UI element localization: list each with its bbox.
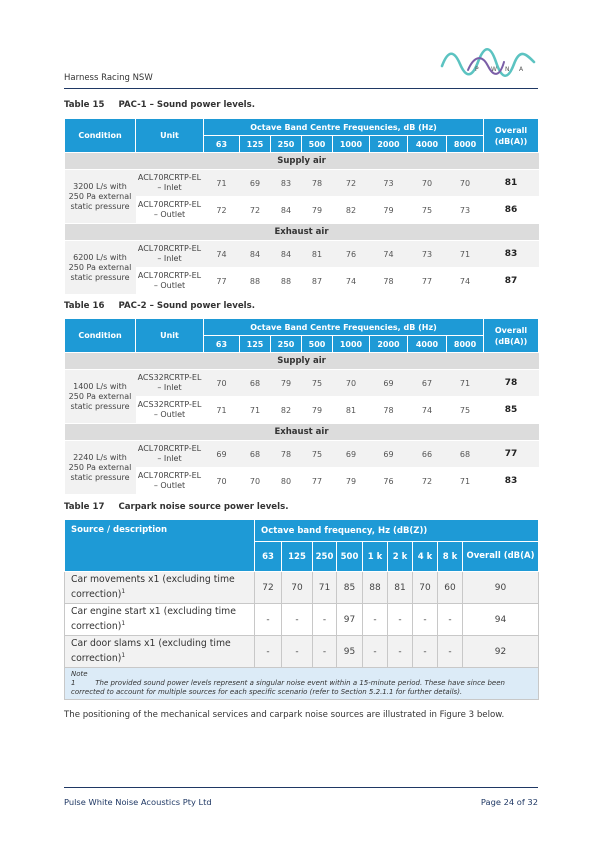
col-overall: Overall (dB(A)	[463, 542, 539, 572]
value-cell: 74	[370, 241, 408, 268]
value-cell: -	[413, 636, 438, 668]
freq-header: 4 k	[413, 542, 438, 572]
overall-cell: 81	[484, 170, 539, 197]
header-rule	[64, 88, 538, 89]
freq-header: 500	[302, 336, 333, 353]
value-cell: 88	[363, 572, 388, 604]
freq-header: 125	[240, 336, 271, 353]
value-cell: 79	[333, 468, 370, 495]
value-cell: 84	[271, 197, 302, 224]
value-cell: 79	[302, 197, 333, 224]
freq-header: 4000	[408, 336, 447, 353]
value-cell: -	[282, 636, 313, 668]
value-cell: 79	[302, 397, 333, 424]
section-label: Supply air	[65, 353, 539, 370]
freq-header: 8 k	[438, 542, 463, 572]
overall-cell: 92	[463, 636, 539, 668]
value-cell: -	[363, 636, 388, 668]
value-cell: 74	[447, 268, 484, 295]
freq-header: 2 k	[388, 542, 413, 572]
unit-cell: ACL70RCRTP-EL – Inlet	[136, 441, 204, 468]
value-cell: 71	[447, 370, 484, 397]
note-label: Note 1	[71, 670, 88, 687]
source-desc: Car door slams x1 (excluding time correction)$^1$	[65, 636, 255, 668]
unit-cell: ACL70RCRTP-EL – Outlet	[136, 268, 204, 295]
overall-cell: 87	[484, 268, 539, 295]
value-cell: 70	[204, 468, 240, 495]
freq-header: 250	[271, 136, 302, 153]
svg-text:N: N	[505, 66, 510, 73]
value-cell: 78	[370, 268, 408, 295]
table-note	[65, 668, 539, 700]
value-cell: 68	[240, 441, 271, 468]
freq-header: 125	[240, 136, 271, 153]
value-cell: 66	[408, 441, 447, 468]
value-cell: 60	[438, 572, 463, 604]
value-cell: 71	[240, 397, 271, 424]
freq-header: 2000	[370, 136, 408, 153]
value-cell: 95	[337, 636, 363, 668]
unit-cell: ACS32RCRTP-EL – Inlet	[136, 370, 204, 397]
condition-cell: 6200 L/s with 250 Pa external static pressure	[65, 241, 136, 295]
svg-text:P: P	[475, 66, 479, 73]
col-unit: Unit	[136, 119, 204, 153]
value-cell: -	[388, 636, 413, 668]
value-cell: 97	[337, 604, 363, 636]
value-cell: 72	[255, 572, 282, 604]
unit-cell: ACS32RCRTP-EL – Outlet	[136, 397, 204, 424]
table16-caption	[64, 301, 255, 311]
value-cell: -	[255, 604, 282, 636]
value-cell: -	[413, 604, 438, 636]
header-organisation: Harness Racing NSW	[64, 73, 153, 83]
value-cell: 77	[408, 268, 447, 295]
overall-cell: 86	[484, 197, 539, 224]
value-cell: 75	[302, 441, 333, 468]
value-cell: -	[363, 604, 388, 636]
freq-header: 2000	[370, 336, 408, 353]
table15-title: PAC-1 – Sound power levels.	[118, 100, 255, 110]
value-cell: 70	[204, 370, 240, 397]
value-cell: 84	[271, 241, 302, 268]
overall-cell: 83	[484, 468, 539, 495]
freq-header: 500	[302, 136, 333, 153]
value-cell: -	[313, 604, 337, 636]
col-condition: Condition	[65, 119, 136, 153]
value-cell: -	[438, 636, 463, 668]
value-cell: 72	[408, 468, 447, 495]
value-cell: 70	[408, 170, 447, 197]
value-cell: 68	[447, 441, 484, 468]
value-cell: 75	[302, 370, 333, 397]
overall-cell: 90	[463, 572, 539, 604]
table16	[64, 318, 539, 495]
value-cell: 78	[271, 441, 302, 468]
overall-cell: 83	[484, 241, 539, 268]
unit-cell: ACL70RCRTP-EL – Inlet	[136, 241, 204, 268]
note-text: The provided sound power levels represent a singular noise event within a 15-minute period. These have since been corrected to account for multiple sources for each specific scenario (refer to Section 5.2.1.1 for further details).	[71, 679, 505, 696]
freq-header: 8000	[447, 136, 484, 153]
section-label: Exhaust air	[65, 424, 539, 441]
col-source: Source / description	[65, 520, 255, 572]
value-cell: 69	[333, 441, 370, 468]
freq-header: 125	[282, 542, 313, 572]
value-cell: 75	[408, 197, 447, 224]
section-label: Supply air	[65, 153, 539, 170]
value-cell: 81	[302, 241, 333, 268]
unit-cell: ACL70RCRTP-EL – Outlet	[136, 468, 204, 495]
overall-cell: 77	[484, 441, 539, 468]
table17-caption	[64, 502, 288, 512]
pwna-logo	[438, 40, 538, 84]
value-cell: 73	[447, 197, 484, 224]
value-cell: 74	[204, 241, 240, 268]
value-cell: 81	[333, 397, 370, 424]
freq-header: 8000	[447, 336, 484, 353]
table16-number: Table 16	[64, 301, 105, 311]
unit-cell: ACL70RCRTP-EL – Outlet	[136, 197, 204, 224]
freq-header: 1 k	[363, 542, 388, 572]
value-cell: 69	[370, 370, 408, 397]
value-cell: 76	[370, 468, 408, 495]
value-cell: 71	[447, 241, 484, 268]
value-cell: 88	[240, 268, 271, 295]
value-cell: 76	[333, 241, 370, 268]
section-label: Exhaust air	[65, 224, 539, 241]
value-cell: 80	[271, 468, 302, 495]
unit-cell: ACL70RCRTP-EL – Inlet	[136, 170, 204, 197]
value-cell: 73	[370, 170, 408, 197]
value-cell: 70	[240, 468, 271, 495]
col-octave: Octave Band Centre Frequencies, dB (Hz)	[204, 319, 484, 336]
value-cell: 68	[240, 370, 271, 397]
condition-cell: 2240 L/s with 250 Pa external static pressure	[65, 441, 136, 495]
value-cell: 71	[313, 572, 337, 604]
value-cell: 71	[204, 397, 240, 424]
value-cell: 82	[271, 397, 302, 424]
value-cell: 75	[447, 397, 484, 424]
value-cell: 70	[447, 170, 484, 197]
value-cell: 67	[408, 370, 447, 397]
value-cell: 81	[388, 572, 413, 604]
value-cell: 88	[271, 268, 302, 295]
overall-cell: 94	[463, 604, 539, 636]
value-cell: 69	[240, 170, 271, 197]
freq-header: 250	[271, 336, 302, 353]
freq-header: 4000	[408, 136, 447, 153]
value-cell: 70	[282, 572, 313, 604]
value-cell: 82	[333, 197, 370, 224]
value-cell: -	[255, 636, 282, 668]
value-cell: -	[388, 604, 413, 636]
value-cell: 77	[204, 268, 240, 295]
value-cell: 73	[408, 241, 447, 268]
col-octave: Octave Band Centre Frequencies, dB (Hz)	[204, 119, 484, 136]
source-desc: Car movements x1 (excluding time correction)$^1$	[65, 572, 255, 604]
freq-header: 63	[204, 136, 240, 153]
footer-page-number: Page 24 of 32	[480, 797, 538, 807]
value-cell: 87	[302, 268, 333, 295]
value-cell: -	[438, 604, 463, 636]
table17-number: Table 17	[64, 502, 105, 512]
value-cell: 83	[271, 170, 302, 197]
value-cell: 77	[302, 468, 333, 495]
value-cell: 72	[333, 170, 370, 197]
col-overall: Overall (dB(A))	[484, 119, 539, 153]
value-cell: 78	[302, 170, 333, 197]
value-cell: 71	[204, 170, 240, 197]
value-cell: 79	[370, 197, 408, 224]
table17-title: Carpark noise source power levels.	[118, 502, 289, 512]
value-cell: 72	[204, 197, 240, 224]
freq-header: 63	[255, 542, 282, 572]
freq-header: 1000	[333, 336, 370, 353]
overall-cell: 78	[484, 370, 539, 397]
col-band: Octave band frequency, Hz (dB(Z))	[255, 520, 539, 542]
table15-caption	[64, 100, 255, 110]
value-cell: -	[313, 636, 337, 668]
source-desc: Car engine start x1 (excluding time correction)$^1$	[65, 604, 255, 636]
footer-rule	[64, 787, 538, 788]
value-cell: 74	[333, 268, 370, 295]
table16-title: PAC-2 – Sound power levels.	[118, 301, 255, 311]
freq-header: 250	[313, 542, 337, 572]
value-cell: 74	[408, 397, 447, 424]
overall-cell: 85	[484, 397, 539, 424]
value-cell: 72	[240, 197, 271, 224]
freq-header: 63	[204, 336, 240, 353]
body-paragraph: The positioning of the mechanical services and carpark noise sources are illustrated in Figure 3 below.	[64, 710, 505, 720]
col-condition: Condition	[65, 319, 136, 353]
svg-text:A: A	[519, 66, 524, 73]
value-cell: 85	[337, 572, 363, 604]
condition-cell: 1400 L/s with 250 Pa external static pressure	[65, 370, 136, 424]
svg-text:W: W	[491, 66, 497, 73]
value-cell: 84	[240, 241, 271, 268]
footer-company: Pulse White Noise Acoustics Pty Ltd	[64, 797, 212, 807]
value-cell: 78	[370, 397, 408, 424]
value-cell: 71	[447, 468, 484, 495]
freq-header: 1000	[333, 136, 370, 153]
col-overall: Overall (dB(A))	[484, 319, 539, 353]
table17	[64, 519, 539, 700]
table15-number: Table 15	[64, 100, 105, 110]
value-cell: 70	[333, 370, 370, 397]
value-cell: 69	[370, 441, 408, 468]
table15	[64, 118, 539, 295]
value-cell: 69	[204, 441, 240, 468]
freq-header: 500	[337, 542, 363, 572]
value-cell: 70	[413, 572, 438, 604]
value-cell: -	[282, 604, 313, 636]
col-unit: Unit	[136, 319, 204, 353]
condition-cell: 3200 L/s with 250 Pa external static pressure	[65, 170, 136, 224]
value-cell: 79	[271, 370, 302, 397]
